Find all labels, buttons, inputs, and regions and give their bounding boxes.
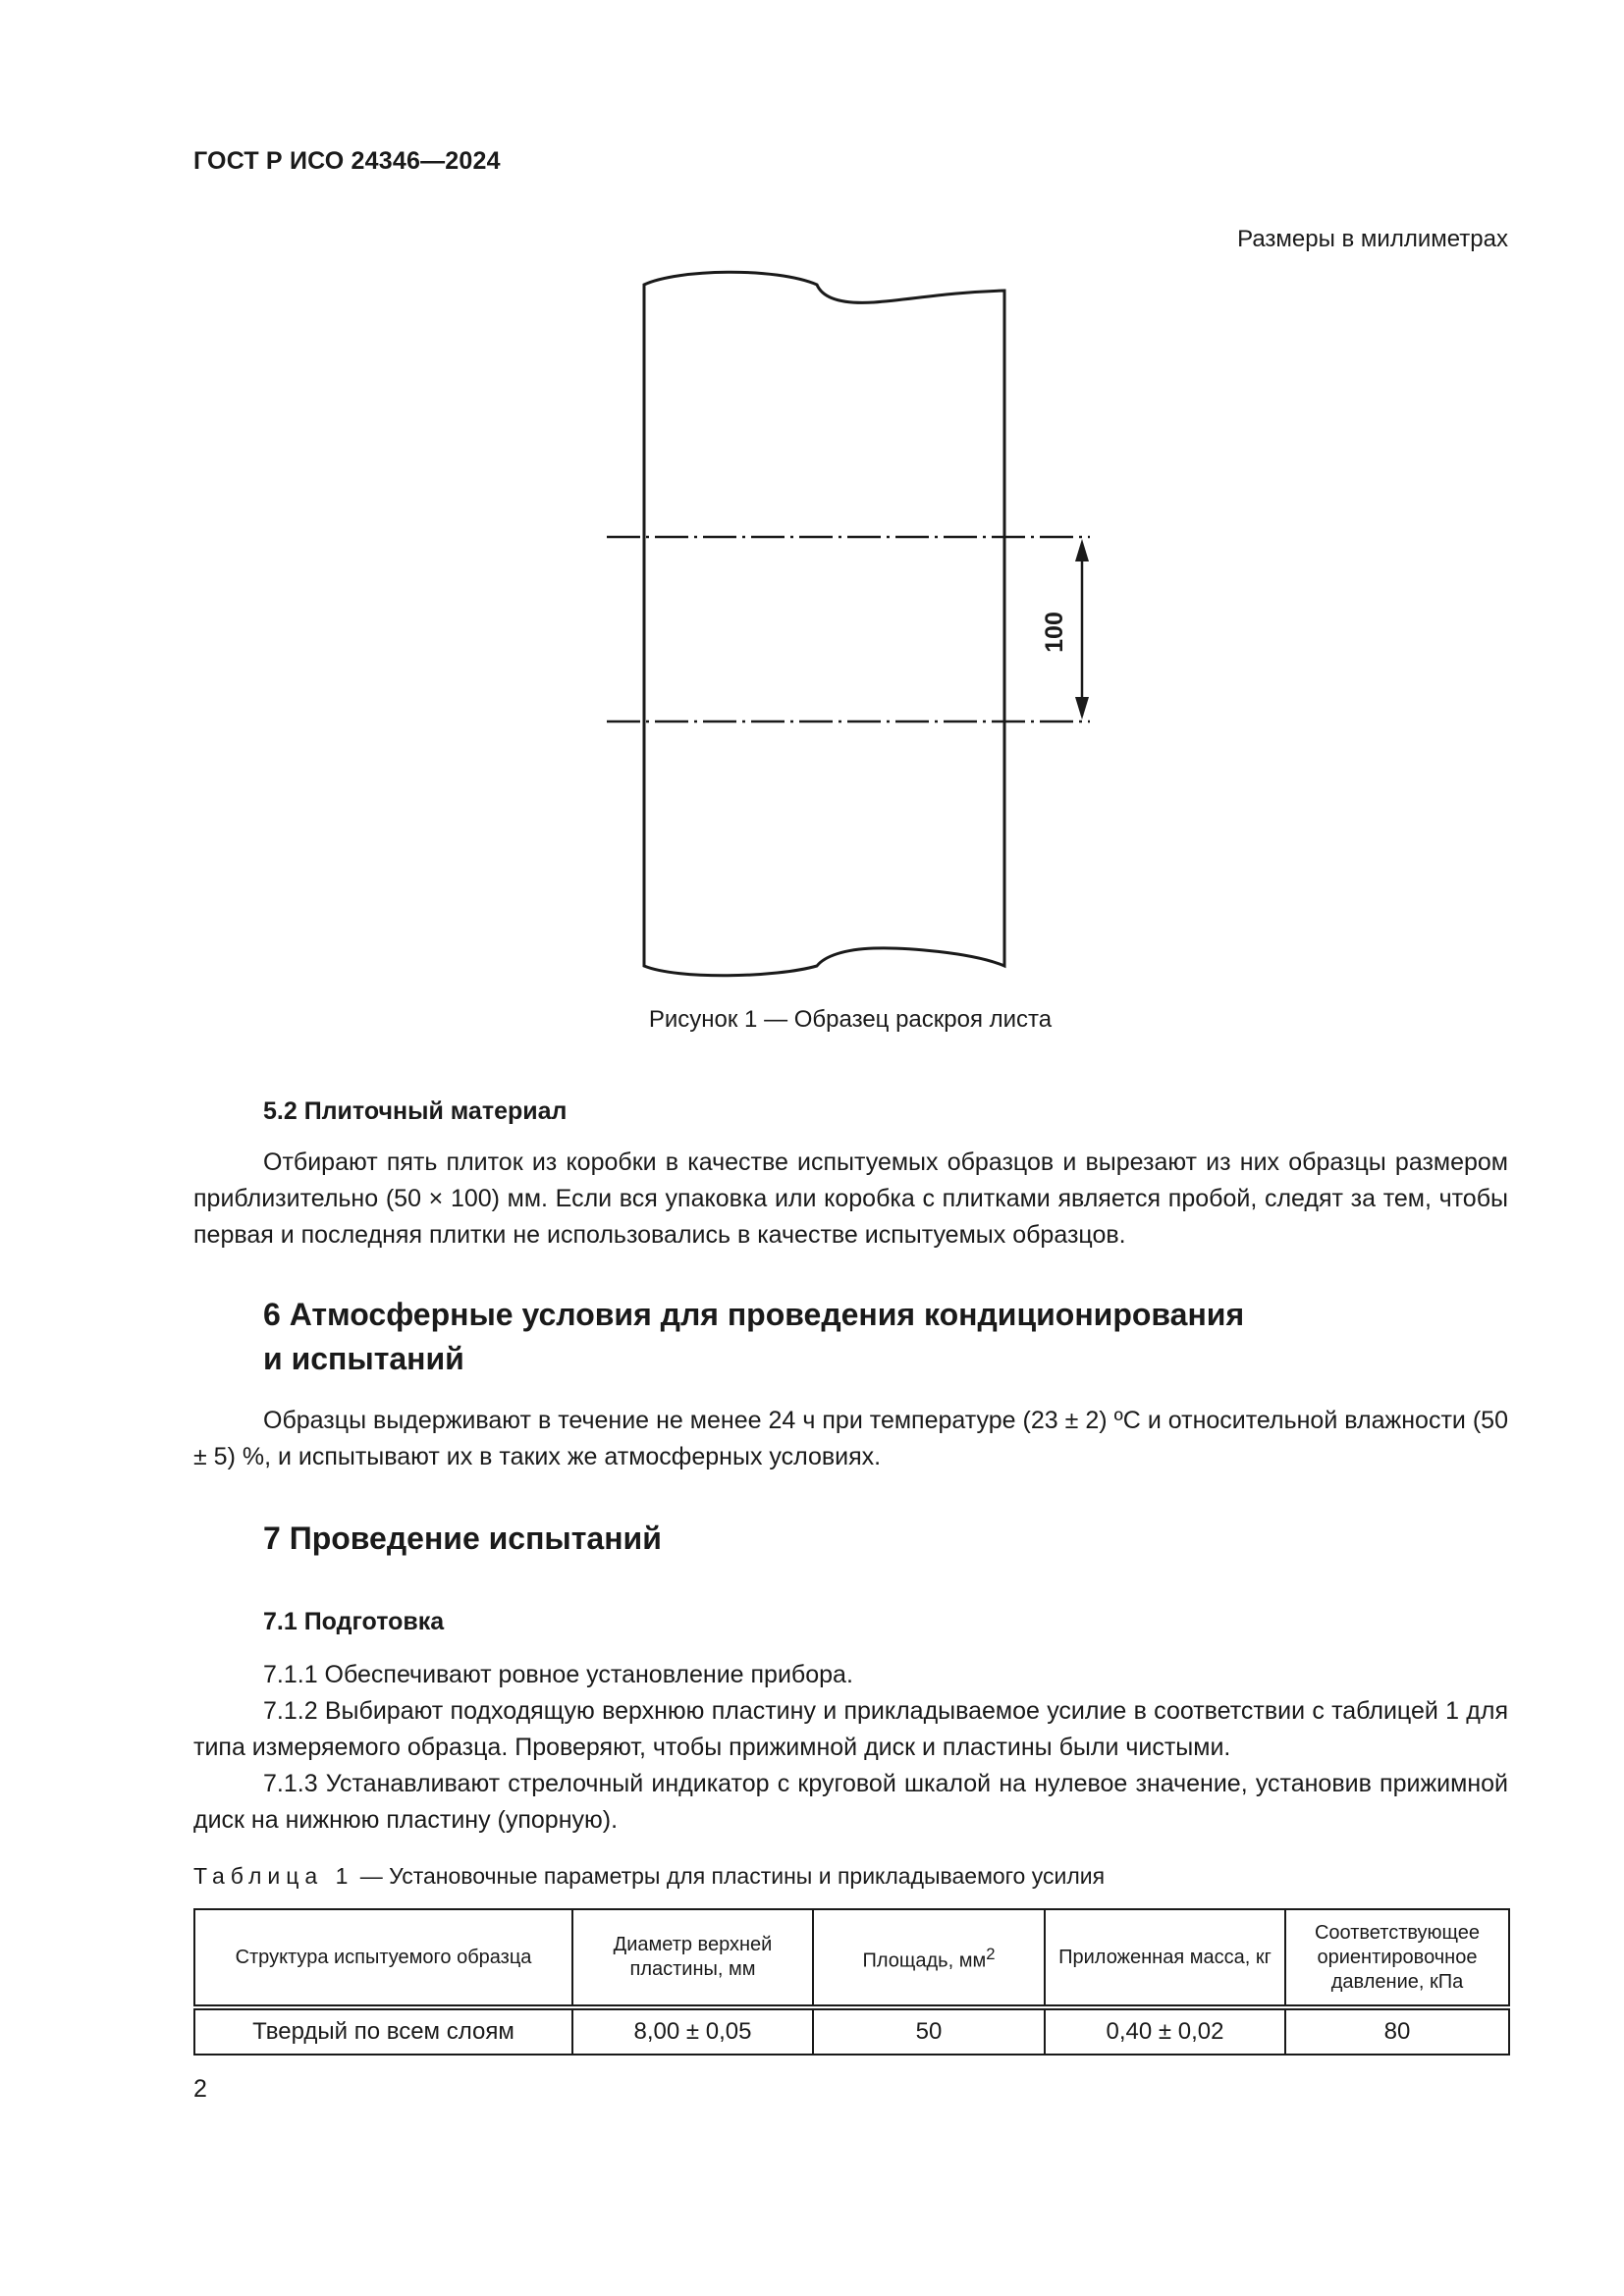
cell-area: 50: [813, 2007, 1045, 2055]
settings-table: [193, 1908, 1510, 2056]
header-diameter: Диаметр верхней пластины, мм: [572, 1909, 813, 2007]
dimension-label: 100: [1041, 612, 1068, 653]
section-7-heading: 7 Проведение испытаний: [263, 1521, 662, 1556]
page-number: 2: [193, 2075, 207, 2103]
dimensions-note: Размеры в миллиметрах: [1237, 226, 1508, 252]
section-6-paragraph: Образцы выдерживают в течение не менее 24 ч при температуре (23 ± 2) ºС и относительной влажности (50 ± 5) %, и испытывают их в таких же атмосферных условиях.: [193, 1407, 1508, 1470]
sample-outline: [644, 272, 1004, 976]
dimension-arrow-top: [1075, 539, 1089, 561]
standard-header: ГОСТ Р ИСО 24346—2024: [193, 147, 501, 175]
header-area: Площадь, $мм^2$: [813, 1909, 1045, 2007]
section-5-2-heading: 5.2 Плиточный материал: [263, 1097, 568, 1125]
cell-mass: 0,40 ± 0,02: [1045, 2007, 1285, 2055]
figure-caption: Рисунок 1 — Образец раскроя листа: [648, 1006, 1053, 1033]
cell-pressure: 80: [1285, 2007, 1509, 2055]
item-7-1-2: 7.1.2 Выбирают подходящую верхнюю пластину и прикладываемое усилие в соответствии с таблицей 1 для типа измеряемого образца. Проверяют, чтобы прижимной диск и пластины были чистыми.: [193, 1697, 1508, 1761]
header-mass: Приложенная масса, кг: [1045, 1909, 1285, 2007]
table-row: [194, 2007, 1509, 2055]
dimension-line-100: [1041, 539, 1089, 720]
item-7-1-3: 7.1.3 Устанавливают стрелочный индикатор с круговой шкалой на нулевое значение, установив прижимной диск на нижнюю пластину (упорную).: [193, 1770, 1508, 1834]
cell-structure: Твердый по всем слоям: [194, 2007, 572, 2055]
section-7-1-heading: 7.1 Подготовка: [263, 1608, 445, 1635]
section-5-2-paragraph: Отбирают пять плиток из коробки в качестве испытуемых образцов и вырезают из них образцы размером приблизительно (50 × 100) мм. Если вся упаковка или коробка с плитками является пробой, следят за тем, чтобы первая и последняя плитки не использовались в качестве испытуемых образцов.: [193, 1148, 1508, 1249]
sheet-cutting-figure: [579, 267, 1110, 993]
header-pressure: Соответствующее ориентировочное давление, кПа: [1285, 1909, 1509, 2007]
cell-diameter: 8,00 ± 0,05: [572, 2007, 813, 2055]
dimension-arrow-bottom: [1075, 697, 1089, 720]
item-7-1-1: 7.1.1 Обеспечивают ровное установление прибора.: [263, 1661, 853, 1688]
table-title: Таблица 1 — Установочные параметры для пластины и прикладываемого усилия: [193, 1863, 1106, 1889]
section-6-heading: 6 Атмосферные условия для проведения кондиционирования и испытаний: [263, 1297, 1245, 1376]
header-structure: Структура испытуемого образца: [194, 1909, 572, 2007]
